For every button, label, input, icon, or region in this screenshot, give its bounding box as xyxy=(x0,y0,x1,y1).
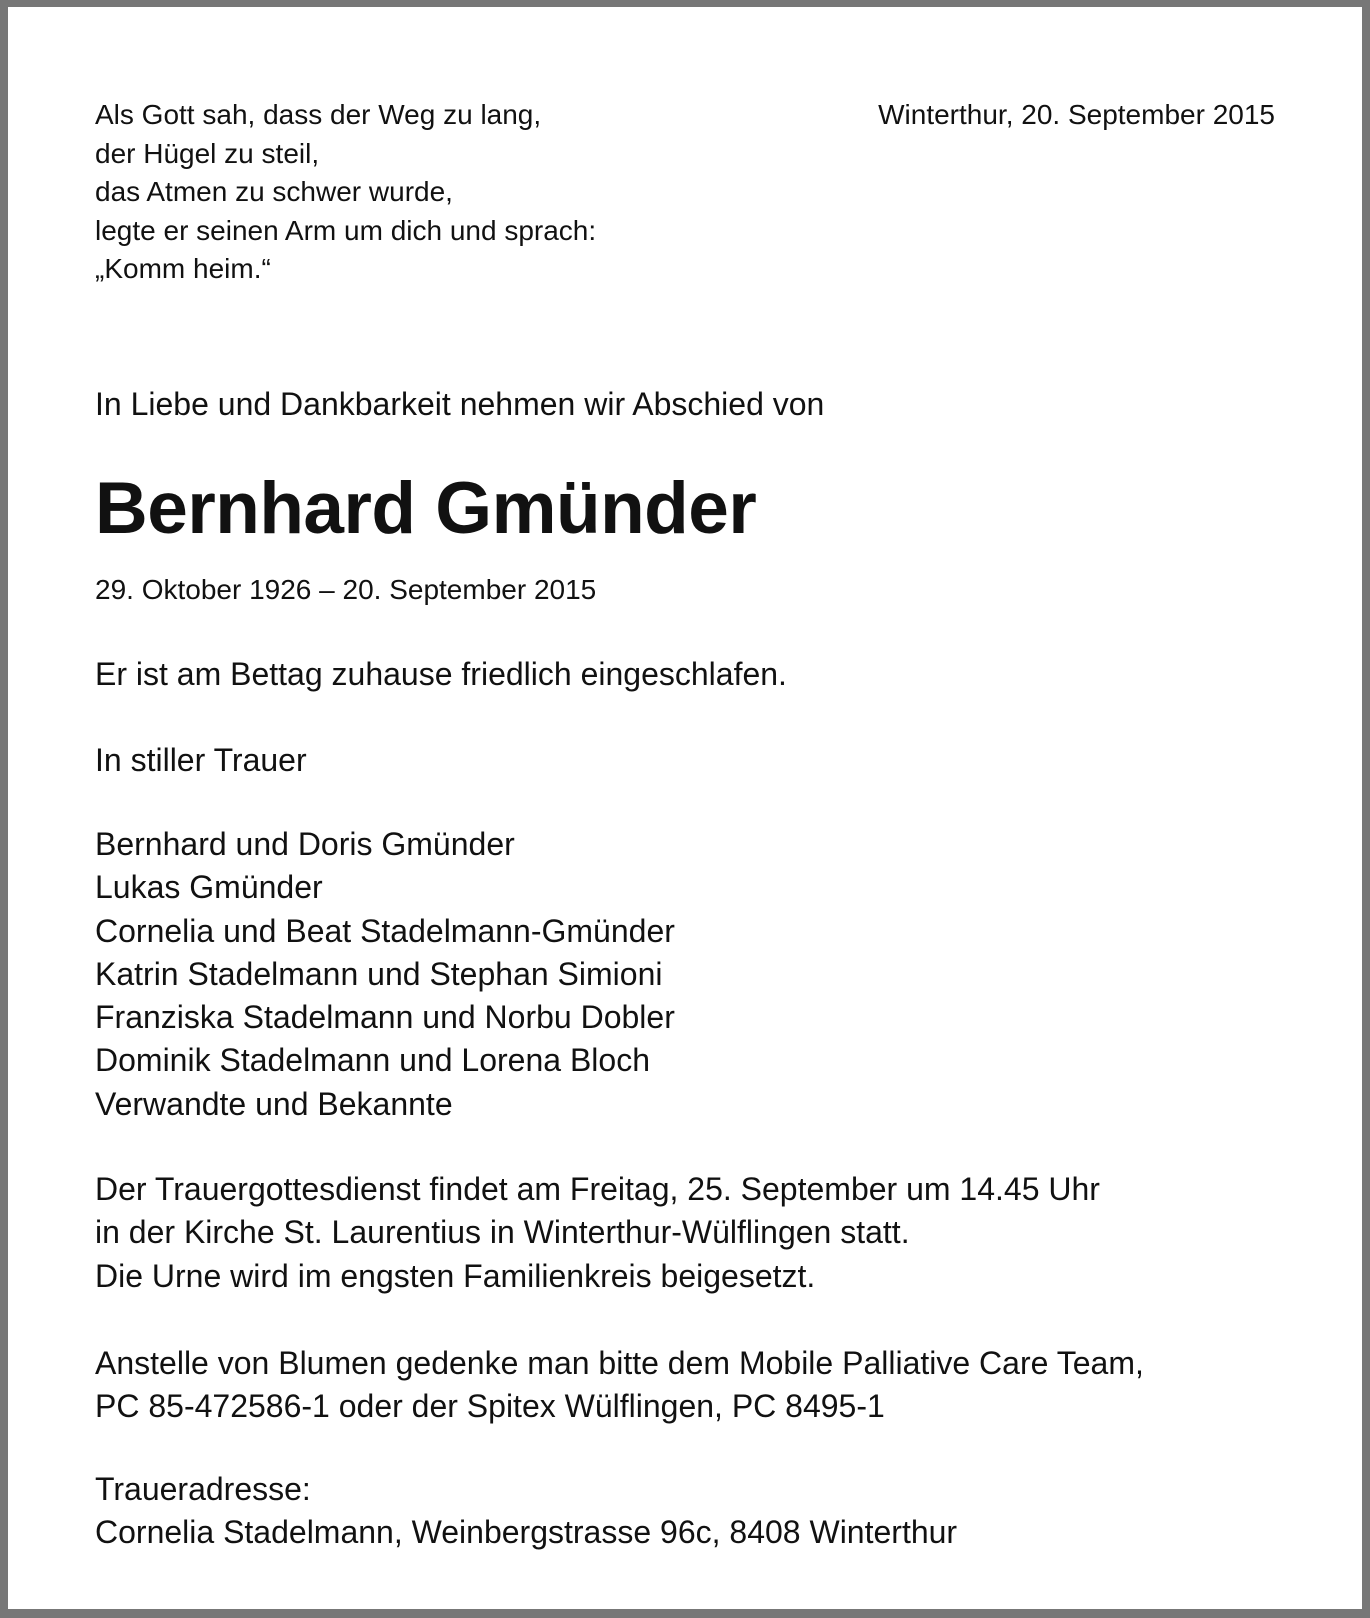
poem-line: legte er seinen Arm um dich und sprach: xyxy=(95,214,597,246)
mourning-address xyxy=(95,1468,957,1555)
address-line: Cornelia Stadelmann, Weinbergstrasse 96c, 8408 Winterthur xyxy=(95,1514,958,1551)
family-member: Franziska Stadelmann und Norbu Dobler xyxy=(95,999,675,1036)
service-line: Der Trauergottesdienst findet am Freitag, 25. September um 14.45 Uhr xyxy=(95,1171,1100,1207)
service-line: Die Urne wird im engsten Familienkreis beigesetzt. xyxy=(95,1257,816,1294)
family-member: Cornelia und Beat Stadelmann-Gmünder xyxy=(95,912,675,949)
place-date: Winterthur, 20. September 2015 xyxy=(878,99,1275,130)
family-member: Dominik Stadelmann und Lorena Bloch xyxy=(95,1042,650,1079)
deceased-name: Bernhard Gmünder xyxy=(95,468,757,549)
donation-line: Anstelle von Blumen gedenke man bitte dem Mobile Palliative Care Team, xyxy=(95,1345,1144,1381)
intro-text: In Liebe und Dankbarkeit nehmen wir Abschied von xyxy=(95,386,825,422)
family-list xyxy=(95,823,675,1126)
poem-line: der Hügel zu steil, xyxy=(95,137,320,169)
sleep-text: Er ist am Bettag zuhause friedlich eingeschlafen. xyxy=(95,656,787,692)
donation-line: PC 85-472586-1 oder der Spitex Wülflingen, PC 8495-1 xyxy=(95,1388,885,1425)
family-member: Katrin Stadelmann und Stephan Simioni xyxy=(95,955,663,992)
poem-line: das Atmen zu schwer wurde, xyxy=(95,176,453,207)
obituary-page xyxy=(8,7,1362,1609)
poem-line: „Komm heim.“ xyxy=(95,253,271,284)
family-member: Lukas Gmünder xyxy=(95,869,323,906)
poem xyxy=(95,96,596,289)
family-member: Verwandte und Bekannte xyxy=(95,1085,453,1122)
service-info xyxy=(95,1168,1100,1298)
address-label: Traueradresse: xyxy=(95,1471,311,1507)
poem-line: Als Gott sah, dass der Weg zu lang, xyxy=(95,99,542,130)
mourning-text: In stiller Trauer xyxy=(95,742,307,778)
service-line: in der Kirche St. Laurentius in Winterthur-Wülflingen statt. xyxy=(95,1214,910,1251)
donation-info xyxy=(95,1342,1144,1429)
life-dates: 29. Oktober 1926 – 20. September 2015 xyxy=(95,574,597,605)
family-member: Bernhard und Doris Gmünder xyxy=(95,826,515,862)
